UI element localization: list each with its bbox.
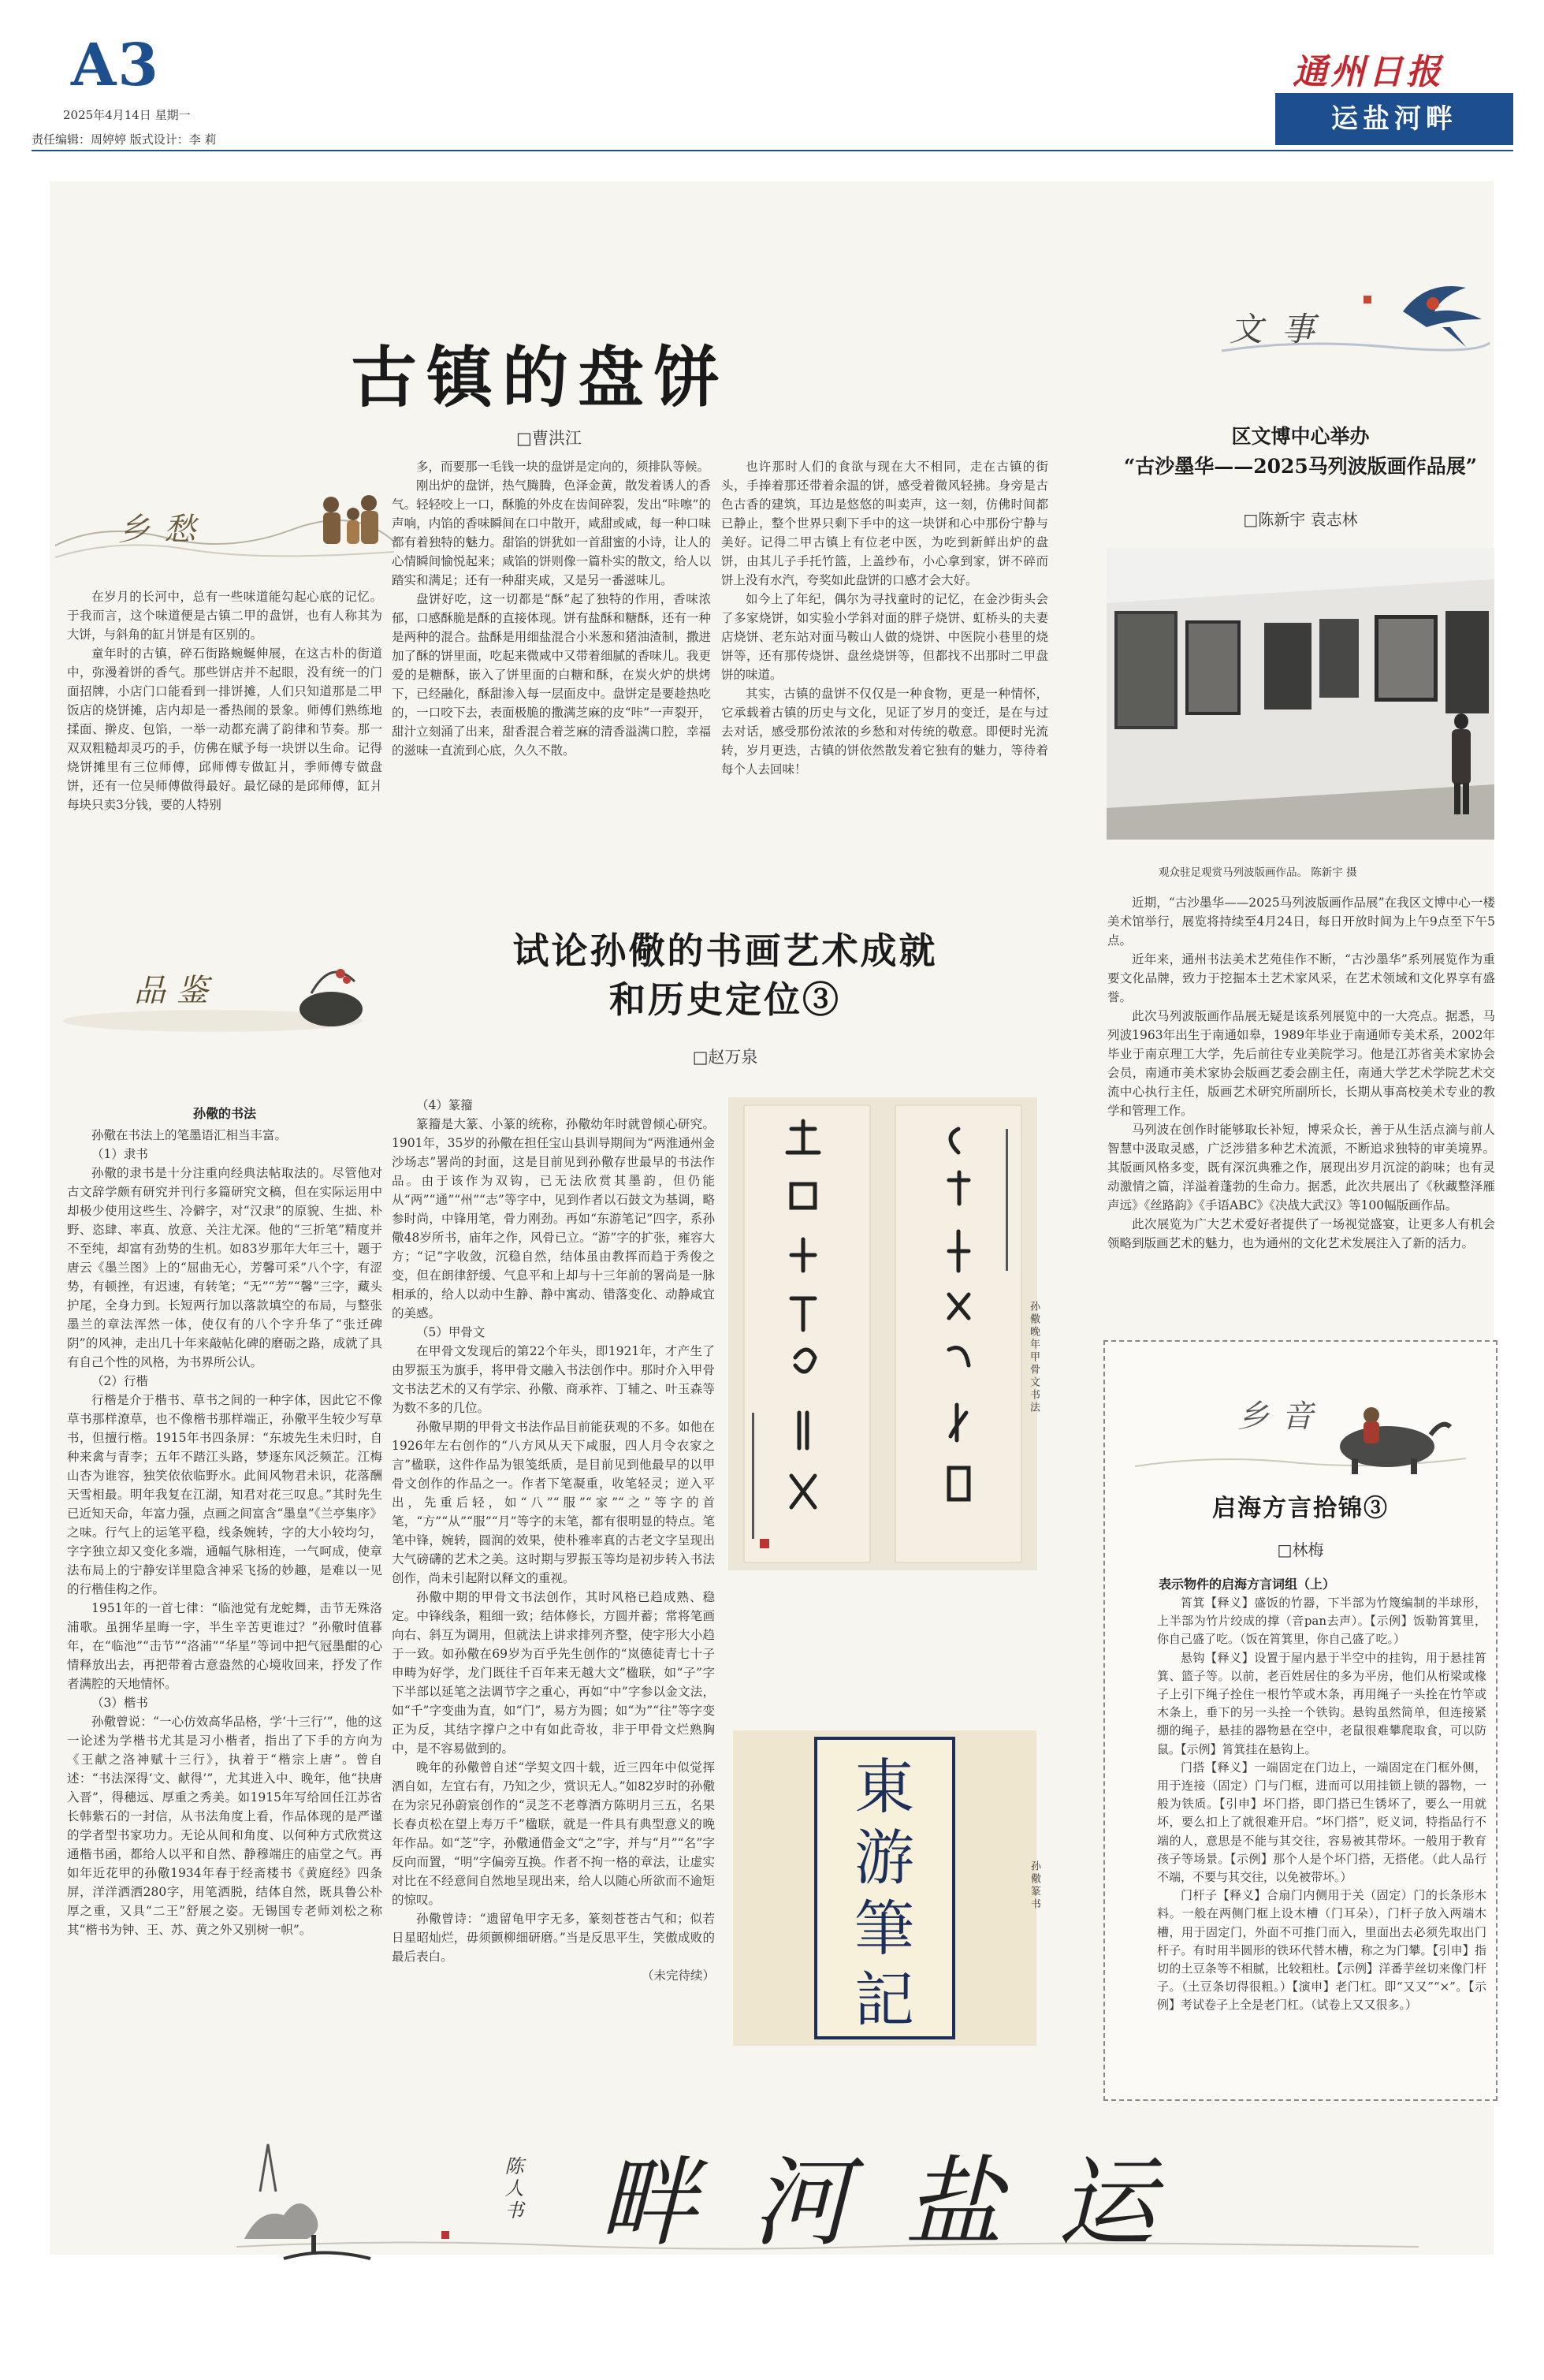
article2-subtitle: 孙儆的书法 bbox=[192, 1106, 256, 1121]
paragraph: （5）甲骨文 bbox=[416, 1325, 486, 1339]
paragraph: 近期，“古沙墨华——2025马列波版画作品展”在我区文博中心一楼美术馆举行，展览将持续至4月24日，每日开放时间为上午9点至下午5点。 bbox=[1107, 896, 1495, 948]
paragraph: 悬钩【释义】设置于屋内悬于半空中的挂钩，用于悬挂筲箕、篮子等。以前，老百姓居住的多为平房，他们从桁梁或椽子上引下绳子拴住一根竹竿或木条，再用绳子一头拴在竹竿或木条上，垂下的另一头拴一个铁钩。悬钩虽然简单，但连接紧绷的绳子，悬挂的器物悬在空中，老鼠很难攀爬取食，可以防鼠。【示例】筲箕挂在悬钩上。 bbox=[1157, 1650, 1486, 1756]
wenshi-author: □陈新宇 袁志林 bbox=[1243, 510, 1358, 529]
paragraph: 也许那时人们的食欲与现在大不相同，走在古镇的街头，手捧着那还带着余温的饼，感受着微风轻拂。身旁是古色古香的建筑，耳边是悠悠的叫卖声，这一刻，仿佛时间都已静止，整个世界只剩下手中的这一块饼和心中那份宁静与美好。记得二甲古镇上有位老中医，为吃到新鲜出炉的盘饼，由其儿子手托竹篮，上盖纱布，小心拿到家，饼不碎而饼上没有水汽，夸奖如此盘饼的口感才会大好。 bbox=[721, 460, 1048, 587]
article1-column-1 bbox=[67, 587, 382, 814]
paragraph: （3）楷书 bbox=[91, 1696, 148, 1710]
end-note: （未完待续） bbox=[641, 1968, 715, 1983]
cover-char: 東 bbox=[854, 1752, 914, 1822]
column-label-wenshi: 文事 bbox=[1230, 310, 1334, 348]
paragraph: 晚年的孙儆曾自述“学契文四十载，近三四年中似觉挥洒自如，左宜右有，乃知之少，赏识无人。”如82岁时的孙儆在为宗兄孙蔚宸创作的“灵芝不老尊酒方陈明月三五，名果长春贞松在望上寿万千”楹联，就是一件具有典型意义的晚年作品。如“芝”字，孙儆通借金文“之”字，并与“月”“名”字反向而置，“明”字偏旁互换。作者不拘一格的章法，让虚实对比在不经意间自然地呈现出来，给人以随心所欲而不逾矩的惊叹。 bbox=[392, 1760, 715, 1907]
dialect-body bbox=[1157, 1594, 1486, 2015]
paragraph: 孙儆曾说：“一心仿效高华品格，学‘十三行’”，他的这一论述为学楷书尤其是习小楷者，指出了下手的方向为《王献之洛神赋十三行》，执着于“楷宗上唐”。曾自述：“书法深得‘文、献得’”，尤其进入中、晚年，他“抉唐入晋”，得穗远、厚重之秀美。如1915年写给回任江苏省长韩紫石的一封信，从书法角度上看，作品体现的是严谨的学者型书家功力。无论从间和角度、以何种方式欣赏这通楷书函，都给人以平和自然、静穆端庄的庙堂之气。再如年近花甲的孙儆1934年春于经斋楼书《黄庭经》四条屏，洋洋洒洒280字，用笔洒脱，结体自然，既具鲁公朴厚之重，又具“二王”舒展之姿。无锡国专老师刘松之称其“楷书为钟、王、苏、黄之外又别树一帜”。 bbox=[67, 1715, 382, 1937]
calligraphy-caption-2: 孙儆篆书 bbox=[1029, 1860, 1040, 1911]
paragraph: （4）篆籀 bbox=[416, 1098, 473, 1112]
paragraph: 刚出炉的盘饼，热气腾腾，色泽金黄，散发着诱人的香气。轻轻咬上一口，酥脆的外皮在齿间碎裂，发出“咔嚓”的声响，内馅的香味瞬间在口中散开，咸甜或咸，每一种口味都有着独特的魅力。甜馅的饼犹如一首甜蜜的小诗，让人的心情瞬间愉悦起来；咸馅的饼则像一篇朴实的散文，给人以踏实和满足；还有一种甜夹咸，又是另一番滋味儿。 bbox=[392, 479, 711, 587]
paragraph: 1951年的一首七律：“临池觉有龙蛇舞，击节无殊洛浦歌。虽拥华星晦一字，半生辛苦更谁过？”孙儆时值暮年，在“临池”“击节”“洛浦”“华星”等词中把气冠墨酣的心情释放出去，再把带着古意盎然的心境收回来，抒发了作者满腔的天地情怀。 bbox=[67, 1601, 382, 1691]
paragraph: 筲箕【释义】盛饭的竹器，下半部为竹篾编制的半球形，上半部为竹片绞成的撑（音pan去声）。【示例】饭勒筲箕里，你自己盛了吃。（饭在筲箕里，你自己盛了吃。） bbox=[1157, 1596, 1486, 1647]
issue-date: 2025年4月14日 星期一 bbox=[63, 108, 191, 122]
page-number: A3 bbox=[71, 32, 160, 99]
column-label-xiangchou: 乡愁 bbox=[118, 512, 210, 548]
newspaper-logo: 通州日报 bbox=[1293, 52, 1444, 92]
wenshi-title-line: 区文博中心举办 bbox=[1231, 425, 1370, 448]
dialect-subtitle: 表示物件的启海方言词组（上） bbox=[1159, 1577, 1336, 1592]
paragraph: 近年来，通州书法美术艺苑佳作不断，“古沙墨华”系列展览作为重要文化品牌，致力于挖掘本土艺术家风采，在艺术领域和文化界享有盛誉。 bbox=[1107, 952, 1495, 1004]
photo-caption: 观众驻足观赏马列波版画作品。 陈新宇 摄 bbox=[1159, 866, 1357, 879]
article2-title-line: 试论孙儆的书画艺术成就 bbox=[512, 929, 938, 972]
wenshi-title bbox=[1107, 422, 1494, 482]
paragraph: 在岁月的长河中，总有一些味道能勾起心底的记忆。于我而言，这个味道便是古镇二甲的盘饼，也有人称其为大饼，与斜角的缸爿饼是有区别的。 bbox=[67, 590, 382, 642]
article2-author: □赵万泉 bbox=[692, 1048, 758, 1067]
paragraph: 门搭【释义】一端固定在门边上，一端固定在门框外侧，用于连接（固定）门与门框，进而可以用挂锁上锁的器物，一般为铁质。【引申】坏门搭，即门搭已生锈坏了，要么一用就坏，要么扣上了就很难开启。“坏门搭”，贬义词，特指品行不端的人，意思是不能与其交往，容易被其带坏。一般用于教育孩子等场景。【示例】那个人是个坏门搭，无搭佬。（此人品行不端，不要与其交往，以免被带坏。） bbox=[1157, 1760, 1486, 1885]
dialect-title: 启海方言拾锦③ bbox=[1212, 1495, 1389, 1522]
article1-column-3 bbox=[721, 457, 1048, 779]
article1-title: 古镇的盘饼 bbox=[351, 338, 730, 416]
paragraph: 童年时的古镇，碎石街路蜿蜒伸展，在这古朴的街道中，弥漫着饼的香气。那些饼店并不起眼，没有统一的门面招牌，小店门口能看到一排饼摊，人们只知道那是二甲饭店的烧饼摊，店内却是一番热闹的景象。师傅们熟练地揉面、擀皮、包馅，一举一动都充满了韵律和节奏。那一双双粗糙却灵巧的手，仿佛在赋予每一块饼以生命。记得烧饼摊里有三位师傅，邱师傅专做缸爿，季师傅专做盘饼，还有一位吴师傅做得最好。最忆碌的是邱师傅，缸爿每块只卖3分钱，要的人特别 bbox=[67, 646, 382, 812]
wenshi-body bbox=[1107, 893, 1495, 1253]
paragraph: 门杆子【释义】合扇门内侧用于关（固定）门的长条形木料。一般在两侧门框上设木槽（门耳朵），门杆子放入两端木槽，用于固定门，外面不可推门而入，里面出去必须先取出门杆子。有时用半圆形的铁环代替木槽，称之为门攀。【引申】指切的土豆条等不相腻，比较粗杜。【示例】洋番芋丝切来像门杆子。（土豆条切得很粗。）【演申】老门杠。即“又又”“×”。【示例】考试卷子上全是老门杠。（试卷上又又很多。） bbox=[1157, 1888, 1486, 2013]
paragraph: 篆籀是大篆、小篆的统称，孙儆幼年时就曾倾心研究。1901年，35岁的孙儆在担任宝山县训导期间为“两淮通州金沙场志”署尚的封面，这是目前见到孙儆存世最早的书法作品。由于该作为双钩，已无法欣赏其墨韵，但仍能从“两”“通”“州”“志”等字中，见到作者以石鼓文为基调，略参时尚，中锋用笔，骨力刚劲。再如“东游笔记”四字，系孙儆48岁所书，庙年之作，风骨已立。“游”字的扩张，雍容大方；“记”字收敛，沉稳自然，结体虽由教挥而趋于秀俊之变，但在朗律舒缓、气息平和上却与十三年前的署尚是一脉相承的，给人以动中生静、静中寓动、错落变化、动静咸宜的美感。 bbox=[392, 1117, 715, 1320]
paragraph: 其实，古镇的盘饼不仅仅是一种食物，更是一种情怀，它承载着古镇的历史与文化，见证了岁月的变迁，是在与过去对话，感受那份浓浓的乡愁和对传统的敬意。即便时光流转，岁月更迭，古镇的饼依然散发着它独有的魅力，等待着每个人去回味！ bbox=[721, 687, 1048, 777]
cover-char: 記 bbox=[854, 1965, 914, 2035]
paragraph: 如今上了年纪，偶尔为寻找童时的记忆，在金沙街头会了多家烧饼，如实验小学斜对面的胖子烧饼、虹桥头的夫妻店烧饼、老东站对面马鞍山人做的烧饼、中医院小巷里的烧饼等，还有那传烧饼、盘丝烧饼等，但都找不出那时二甲盘饼的味道。 bbox=[721, 592, 1048, 682]
article2-column-2 bbox=[392, 1096, 715, 1985]
paragraph: 此次展览为广大艺术爱好者提供了一场视觉盛宴，让更多人有机会领略到版画艺术的魅力，也为通州的文化艺术发展注入了新的活力。 bbox=[1107, 1217, 1495, 1250]
paragraph: 孙儆的隶书是十分注重向经典法帖取法的。尽管他对古文辞学颇有研究并刊行多篇研究文稿，但在实际运用中却极少使用这些生、冷僻字，对“汉隶”的原貌、生拙、朴野、恣肆、率真、放意、关注尤深。他的“三折笔”精度并不至纯，却富有劲势的生机。如83岁那年大年三十，题于唐云《墨兰图》上的“屈曲无心，芳馨可采”八个字，有涩势，有顿挫，有迟速，有转笔；“无”“芳”“馨”三字，藏头护尾，全身力到。长短两行加以落款填空的布局，与整张墨兰的章法浑然一体，使仅有的八个字升华了“张迁碑阴”的风神，走出几十年来敲帖化碑的磨砺之路，成就了具有自己个性的风格，为书界所公认。 bbox=[67, 1166, 382, 1369]
cover-char: 筆 bbox=[854, 1894, 914, 1964]
editor-credits: 责任编辑：周婷婷 版式设计：李 莉 bbox=[32, 132, 217, 147]
paragraph: 行楷是介于楷书、草书之间的一种字体，因此它不像草书那样潦草，也不像楷书那样端正，孙儆平生较少写草书，但擅行楷。1915年书四条屏：“东坡先生未归时，自种来禽与青李；五年不踏江头路，梦逐东风泛频芷。江梅山杏为谁容，独笑依依临野水。此间风物君未识，花落酬天雪相最。明年我复在江湖，知君对花三叹息。”其时先生已近知天命，年富力强，点画之间富含“墨皇”《兰亭集序》之味。行气上的运笔平稳，线条婉转，字的大小较均匀，字字独立却又变化多端，通幅气脉相连，一气呵成，使章法布局上的宁静安详里隐含神采飞扬的妙趣，是难以一见的行楷佳构之作。 bbox=[67, 1393, 382, 1596]
calligraphy-caption-1: 孙儆晚年甲骨文书法 bbox=[1028, 1301, 1040, 1414]
paragraph: 此次马列波版画作品展无疑是该系列展览中的一大亮点。据悉，马列波1963年出生于南通如皋，1989年毕业于南通师专美术系，2002年毕业于南京理工大学，先后前往专业美院学习。他是江苏省美术家协会会员，南通市美术家协会版画艺委会副主任，南通大学艺术学院艺术交流中心执行主任，版画艺术研究所副所长，长期从事高校美术专业的教学和管理工作。 bbox=[1107, 1009, 1495, 1118]
paragraph: （1）隶书 bbox=[91, 1147, 148, 1161]
footer-calligraphy-title: 畔河盐运 bbox=[599, 2147, 1211, 2260]
xiangchou-illustration bbox=[55, 482, 394, 569]
section-badge: 运盐河畔 bbox=[1275, 93, 1513, 145]
paragraph: 孙儆曾诗：“遗留龟甲字无多，篆刻苍苍古气和；似若日星昭灿烂，毋须颤柳细研磨。”当是反思平生，笑傲成败的最后表白。 bbox=[392, 1912, 715, 1964]
cover-char: 游 bbox=[854, 1823, 914, 1893]
calligraphy-couplet-image bbox=[728, 1097, 1037, 1570]
dialect-author: □林梅 bbox=[1277, 1540, 1324, 1559]
paragraph: （2）行楷 bbox=[91, 1374, 148, 1388]
article2-title-line: 和历史定位③ bbox=[609, 978, 841, 1021]
wenshi-title-line: “古沙墨华——2025马列波版画作品展” bbox=[1123, 455, 1478, 478]
paragraph: 在甲骨文发现后的第22个年头，即1921年，才产生了由罗振玉为旗手，将甲骨文融入书法创作中。那时介入甲骨文书法艺术的又有学宗、孙儆、商承祚、丁辅之、叶玉森等为数不多的几位。 bbox=[392, 1344, 715, 1415]
paragraph: 孙儆中期的甲骨文书法创作，其时风格已趋成熟、稳定。中锋线条，粗细一致；结体修长，方圆并蓄；常将笔画向右、斜互为调用，但就法上讲求排列齐整，使字形大小趋于一致。如孙儆在69岁为百乎先生创作的“岚德徒青七十子申畴为好学，龙门既往千百年来无越大文”楹联，如“子”字下半部以延笔之法调节字之重心，再如“中”字参以金文法，如“千”字变曲为直，如“门”，易方为圆；如“为”“往”等字变正为反，其结字撑户之中有如此奇妆，非于甲骨文烂熟胸中，是不容易做到的。 bbox=[392, 1590, 715, 1756]
paragraph: 孙儆在书法上的笔墨语汇相当丰富。 bbox=[91, 1128, 288, 1142]
calligraphy-book-cover-image bbox=[733, 1730, 1036, 2046]
article2-title bbox=[410, 926, 1040, 1024]
paragraph: 盘饼好吃，这一切都是“酥”起了独特的作用，香味浓郁，口感酥脆是酥的直接体现。饼有盐酥和糖酥，还有一种是两种的混合。盐酥是用细盐混合小米葱和猪油渣制，撒进加了酥的饼里面，吃起来微咸中又带着细腻的香味儿。我更爱的是糖酥，嵌入了饼里面的白糖和酥，在炭火炉的烘烤下，已经融化，酥甜渗入每一层面皮中。盘饼定是要趁热吃的，一口咬下去，表面极脆的撒满芝麻的皮“咔”一声裂开，甜汁立刻涌了出来，甜香混合着芝麻的清香溢满口腔，幸福的滋味一直流到心底，久久不散。 bbox=[392, 592, 711, 758]
footer-signature: 陈人书 bbox=[501, 2156, 523, 2222]
column-label-pinjian: 品鉴 bbox=[134, 973, 219, 1009]
paragraph: 马列波在创作时能够取长补短，博采众长，善于从生活点滴与前人智慧中汲取灵感，广泛涉猎多种艺术流派，不断追求独特的审美境界。其版画风格多变，既有深沉典雅之作，展现出岁月沉淀的韵味；也有灵动激情之篇，洋溢着蓬勃的生命力。据悉，此次共展出了《秋藏整泽雁声远》《丝路韵》《手语ABC》《决战大武汉》等100幅版画作品。 bbox=[1107, 1123, 1495, 1212]
pinjian-illustration bbox=[55, 926, 386, 1045]
paragraph: 多，而要那一毛钱一块的盘饼是定向的，须排队等候。 bbox=[416, 460, 710, 474]
article1-author: □曹洪江 bbox=[516, 429, 582, 448]
paragraph: 孙儆早期的甲骨文书法作品目前能获观的不多。如他在1926年左右创作的“八方风从天下咸服，四人月令农家之言”楹联，这件作品为银笺纸质，是目前见到他最早的以甲骨文创作的作品之一。作者下笔凝重，收笔轻灵；逆入平出，先重后轻，如“八”“服”“家”“之”等字的首笔，“方”“从”“服”“月”等字的末笔，都有很明显的特点。笔笔中锋，婉转，圆润的效果，使朴雅率真的古老文字呈现出大气磅礴的艺术之美。这时期与罗振玉等均是初步转入书法创作，尚未引起附以释文的重视。 bbox=[392, 1420, 715, 1585]
header-rule bbox=[32, 150, 1513, 151]
column-label-xiangyin: 乡音 bbox=[1237, 1399, 1326, 1435]
article1-column-2 bbox=[392, 457, 711, 760]
article2-column-1 bbox=[67, 1126, 382, 1939]
exhibition-photo bbox=[1107, 548, 1494, 840]
